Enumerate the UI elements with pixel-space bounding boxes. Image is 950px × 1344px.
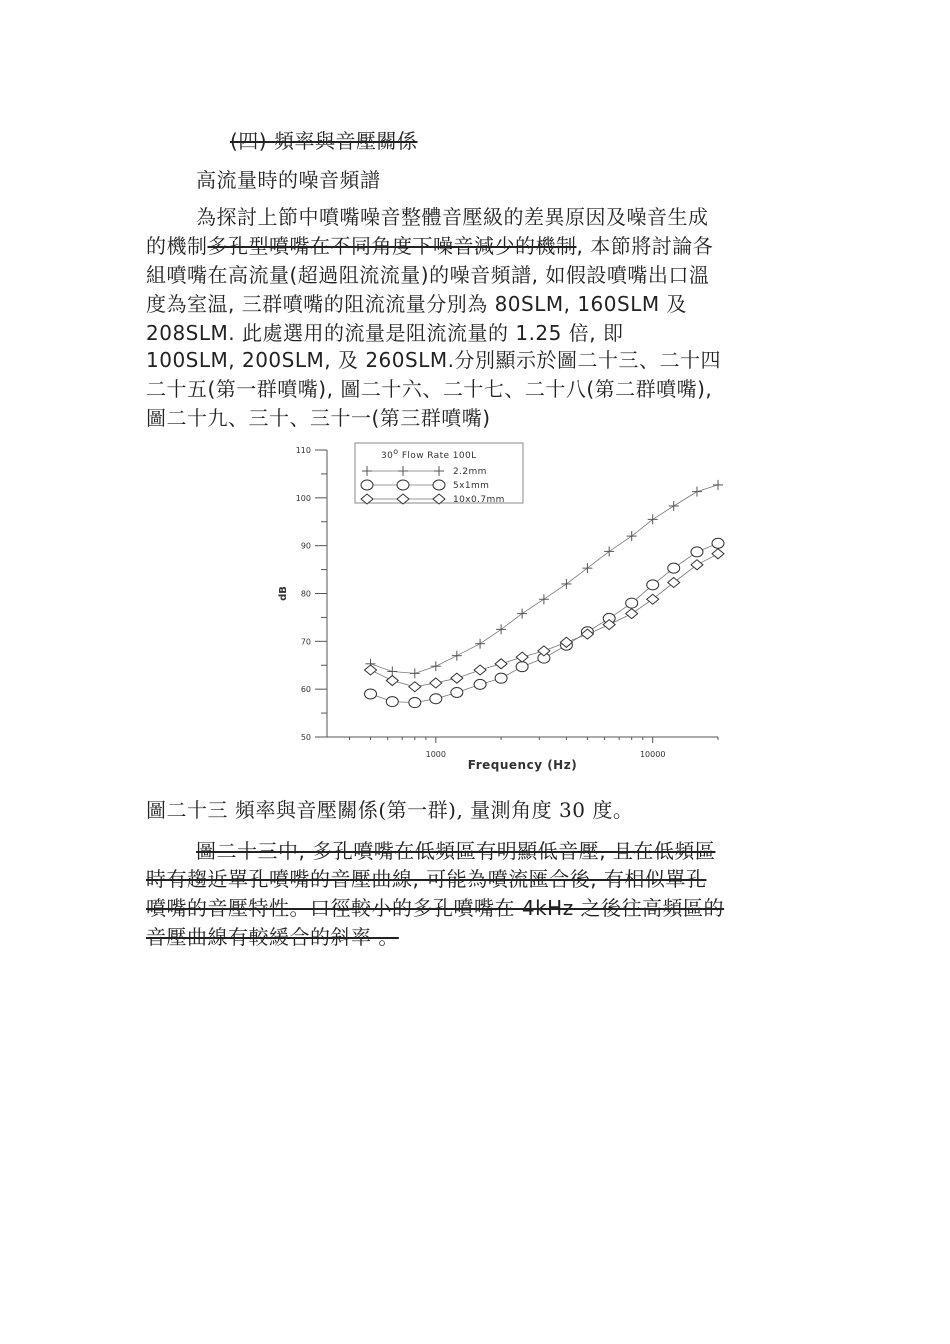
paragraph-1-line: 度為室温, 三群噴嘴的阻流流量分別為 80SLM, 160SLM 及 bbox=[146, 292, 687, 316]
paragraph-1-line: 組噴嘴在高流量(超過阻流流量)的噪音頻譜, 如假設噴嘴出口溫 bbox=[146, 263, 710, 287]
circle-data-point bbox=[691, 547, 703, 557]
x-tick-label: 10000 bbox=[639, 750, 666, 759]
paragraph-2-line: 噴嘴的音壓特性。口徑較小的多孔噴嘴在 4kHz 之後往高頻區的 bbox=[146, 896, 725, 920]
legend-label: 2.2mm bbox=[453, 467, 487, 477]
diamond-data-point bbox=[365, 665, 377, 675]
section-heading: (四) 頻率與音壓關係 bbox=[230, 129, 418, 153]
x-tick-label: 1000 bbox=[425, 750, 446, 759]
series-line bbox=[371, 485, 719, 674]
diamond-data-point bbox=[409, 682, 421, 692]
series-line bbox=[371, 543, 719, 702]
y-tick-label: 100 bbox=[295, 493, 311, 503]
plus-data-point bbox=[692, 487, 702, 497]
y-tick-label: 60 bbox=[300, 685, 311, 695]
frequency-spl-chart bbox=[270, 440, 740, 780]
paragraph-1-line: 208SLM. 此處選用的流量是阻流流量的 1.25 倍, 即 bbox=[146, 321, 624, 345]
y-tick-label: 80 bbox=[300, 589, 311, 599]
circle-data-point bbox=[409, 698, 421, 708]
circle-marker bbox=[397, 480, 409, 490]
section-subheading: 高流量時的噪音頻譜 bbox=[196, 168, 381, 192]
series-line bbox=[371, 554, 719, 687]
y-tick-label: 70 bbox=[300, 637, 311, 647]
text-span: 的機制 bbox=[146, 234, 208, 258]
paragraph-2-line: 時有趨近單孔噴嘴的音壓曲線, 可能為噴流匯合後, 有相似單孔 bbox=[146, 867, 707, 891]
paragraph-1-line: 二十五(第一群噴嘴), 圖二十六、二十七、二十八(第二群噴嘴), bbox=[146, 377, 713, 401]
y-axis-label: dB bbox=[278, 586, 289, 601]
diamond-data-point bbox=[516, 652, 528, 662]
plus-data-point bbox=[627, 531, 637, 541]
chart-legend bbox=[355, 443, 523, 505]
struck-text: 多孔型噴嘴在不同角度下噪音減少的機制 bbox=[207, 234, 577, 258]
circle-data-point bbox=[668, 563, 680, 573]
x-axis-label: Frequency (Hz) bbox=[467, 758, 578, 772]
diamond-data-point bbox=[495, 659, 507, 669]
series-5x1mm bbox=[365, 538, 724, 707]
diamond-data-point bbox=[386, 676, 398, 686]
circle-marker bbox=[361, 480, 373, 490]
plus-data-point bbox=[604, 546, 614, 556]
plus-data-point bbox=[669, 501, 679, 511]
paragraph-2-line: 圖二十三中, 多孔噴嘴在低頻區有明顯低音壓, 且在低頻區 bbox=[196, 839, 716, 863]
circle-data-point bbox=[386, 697, 398, 707]
circle-data-point bbox=[712, 538, 724, 548]
diamond-data-point bbox=[451, 673, 463, 683]
plus-data-point bbox=[648, 514, 658, 524]
plus-data-point bbox=[713, 480, 723, 490]
circle-data-point bbox=[430, 694, 442, 704]
circle-data-point bbox=[474, 679, 486, 689]
circle-data-point bbox=[647, 580, 659, 590]
circle-data-point bbox=[451, 688, 463, 698]
plus-data-point bbox=[431, 661, 441, 671]
paragraph-1-line: 圖二十九、三十、三十一(第三群噴嘴) bbox=[146, 406, 491, 430]
legend-label: 10x0.7mm bbox=[453, 495, 505, 505]
plus-data-point bbox=[561, 579, 571, 589]
plus-data-point bbox=[496, 624, 506, 634]
legend-label: 5x1mm bbox=[453, 481, 490, 491]
y-tick-label: 50 bbox=[300, 733, 311, 742]
circle-data-point bbox=[365, 689, 377, 699]
circle-data-point bbox=[626, 598, 638, 608]
circle-data-point bbox=[495, 673, 507, 683]
legend-title: 30o Flow Rate 100L bbox=[381, 447, 477, 461]
diamond-data-point bbox=[626, 609, 638, 619]
diamond-data-point bbox=[712, 549, 724, 559]
paragraph-1-line: 為探討上節中噴嘴噪音整體音壓級的差異原因及噪音生成 bbox=[196, 205, 709, 229]
text-span: , 本節將討論各 bbox=[576, 234, 714, 258]
diamond-data-point bbox=[430, 678, 442, 688]
diamond-data-point bbox=[474, 665, 486, 675]
plus-data-point bbox=[517, 609, 527, 619]
paragraph-1-line: 100SLM, 200SLM, 及 260SLM.分別顯示於圖二十三、二十四 bbox=[146, 348, 721, 372]
paragraph-1-line bbox=[146, 231, 713, 261]
chart-marks bbox=[365, 480, 724, 708]
y-tick-label: 110 bbox=[295, 446, 311, 455]
plus-data-point bbox=[539, 594, 549, 604]
y-tick-label: 90 bbox=[300, 541, 311, 551]
plus-data-point bbox=[452, 651, 462, 661]
plus-data-point bbox=[582, 563, 592, 573]
paragraph-2-line: 音壓曲線有較緩合的斜率 。 bbox=[146, 925, 399, 949]
circle-marker bbox=[433, 480, 445, 490]
figure-caption: 圖二十三 頻率與音壓關係(第一群), 量測角度 30 度。 bbox=[146, 798, 634, 822]
circle-data-point bbox=[516, 662, 528, 672]
plus-data-point bbox=[410, 668, 420, 678]
plus-data-point bbox=[475, 639, 485, 649]
